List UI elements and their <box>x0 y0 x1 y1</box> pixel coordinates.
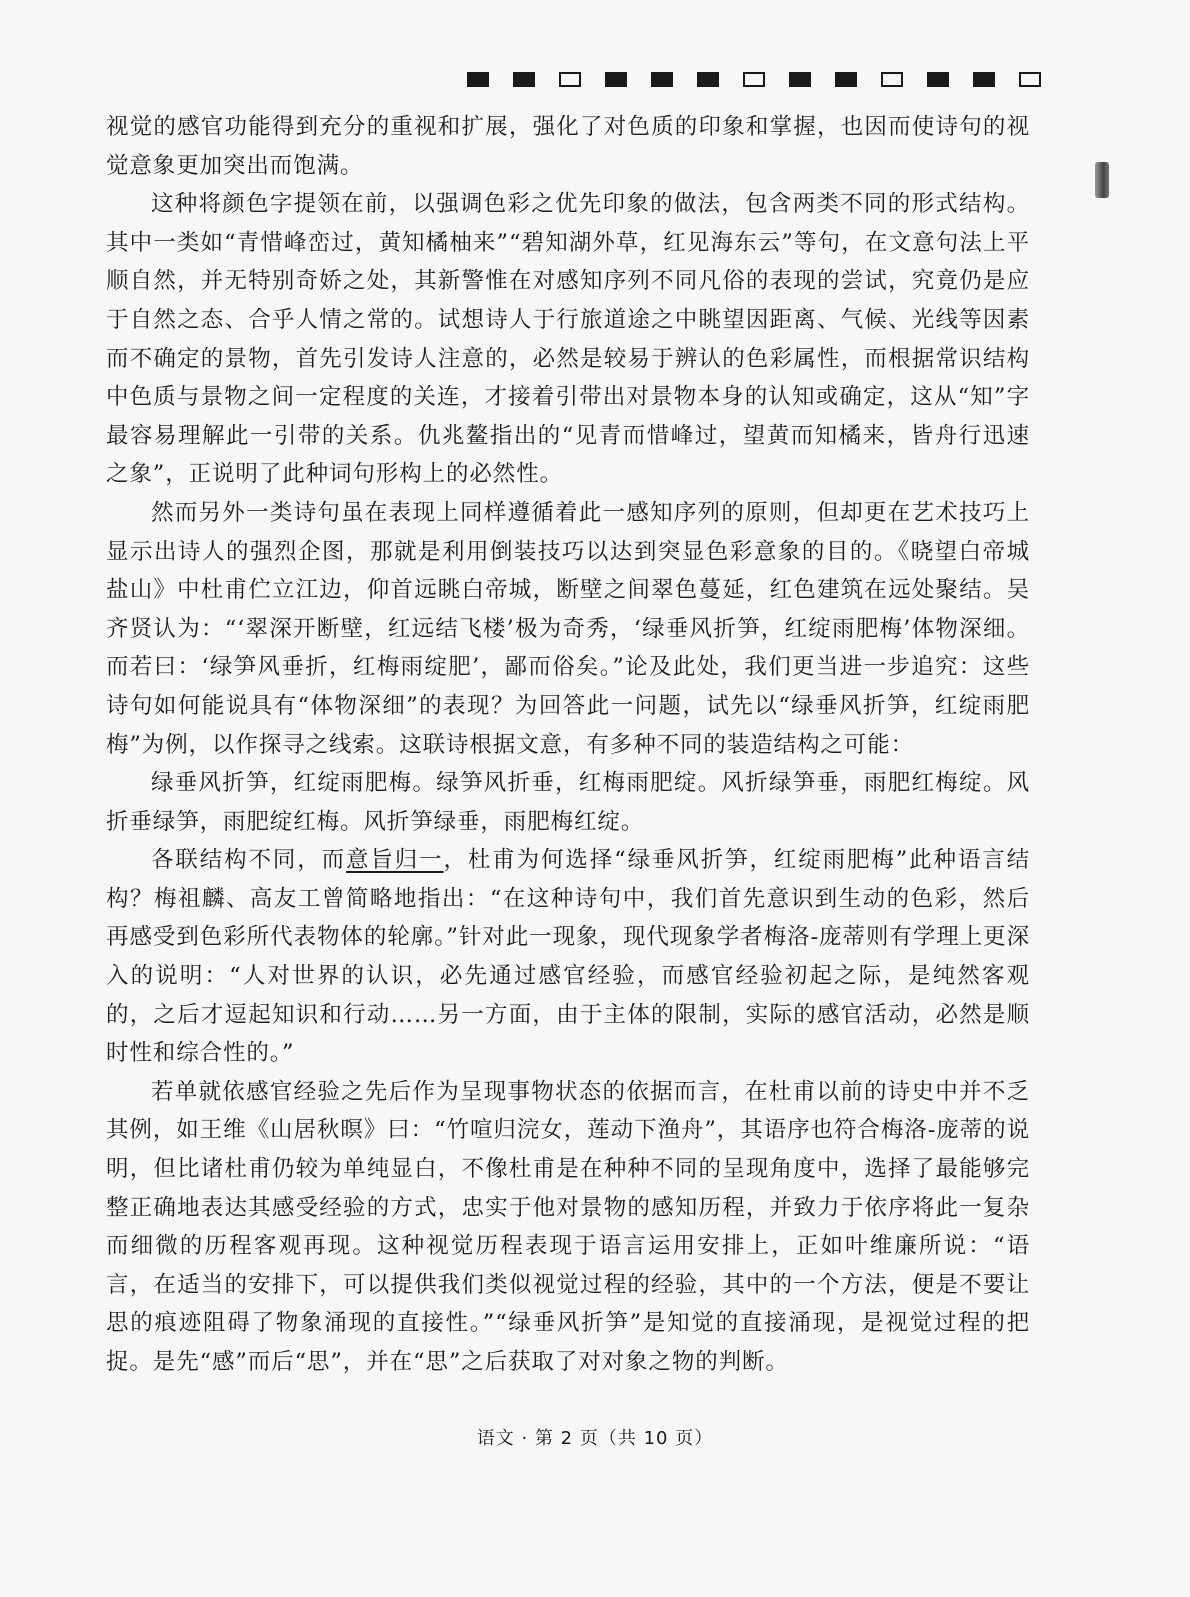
hollow-square-mark <box>559 72 581 87</box>
hollow-square-mark <box>881 72 903 87</box>
header-marks <box>467 72 1065 87</box>
paragraph <box>106 841 1030 1073</box>
filled-square-mark <box>651 72 673 87</box>
filled-square-mark <box>973 72 995 87</box>
paragraph: 这种将颜色字提领在前，以强调色彩之优先印象的做法，包含两类不同的形式结构。其中一类如“青惜峰峦过，黄知橘柚来”“碧知湖外草，红见海东云”等句，在文意句法上平顺自然，并无特别奇娇之处，其新警惟在对感知序列不同凡俗的表现的尝试，究竟仍是应于自然之态、合乎人情之常的。试想诗人于行旅道途之中眺望因距离、气候、光线等因素而不确定的景物，首先引发诗人注意的，必然是较易于辨认的色彩属性，而根据常识结构中色质与景物之间一定程度的关连，才接着引带出对景物本身的认知或确定，这从“知”字最容易理解此一引带的关系。仇兆鳌指出的“见青而惜峰过，望黄而知橘来，皆舟行迅速之象”，正说明了此种词句形构上的必然性。 <box>106 191 1030 488</box>
filled-square-mark <box>927 72 949 87</box>
page-footer: 语文 · 第 2 页（共 10 页） <box>476 1428 714 1449</box>
text-span: 各联结构不同，而 <box>151 847 347 874</box>
paragraph: 然而另外一类诗句虽在表现上同样遵循着此一感知序列的原则，但却更在艺术技巧上显示出诗人的强烈企图，那就是利用倒装技巧以达到突显色彩意象的目的。《晓望白帝城盐山》中杜甫伫立江边，仰首远眺白帝城，断壁之间翠色蔓延，红色建筑在远处聚结。吴齐贤认为：“‘翠深开断壁，红远结飞楼’极为奇秀，‘绿垂风折笋，红绽雨肥梅’体物深细。而若曰：‘绿笋风垂折，红梅雨绽肥’，鄙而俗矣。”论及此处，我们更当进一步追究：这些诗句如何能说具有“体物深细”的表现？为回答此一问题，试先以“绿垂风折笋，红绽雨肥梅”为例，以作探寻之线索。这联诗根据文意，有多种不同的装造结构之可能： <box>106 499 1030 758</box>
text-span: ，杜甫为何选择“绿垂风折笋，红绽雨肥梅”此种语言结构？梅祖麟、高友工曾简略地指出：“在这种诗句中，我们首先意识到生动的色彩，然后再感受到色彩所代表物体的轮廓。”针对此一现象，现代现象学者梅洛-庞蒂则有学理上更深入的说明：“人对世界的认识，必先通过感官经验，而感官经验初起之际，是纯然客观的，之后才逗起知识和行动……另一方面，由于主体的限制，实际的感官活动，必然是顺时性和综合性的。” <box>106 847 1031 1067</box>
paragraph-continued: 视觉的感官功能得到充分的重视和扩展，强化了对色质的印象和掌握，也因而使诗句的视觉意象更加突出而饱满。 <box>106 114 1030 179</box>
underlined-phrase: 意旨归一 <box>346 847 444 874</box>
filled-square-mark <box>697 72 719 87</box>
hollow-square-mark <box>1019 72 1041 87</box>
filled-square-mark <box>467 72 489 87</box>
filled-square-mark <box>605 72 627 87</box>
side-tab-mark <box>1095 162 1109 198</box>
paragraph-variants: 绿垂风折笋，红绽雨肥梅。绿笋风折垂，红梅雨肥绽。风折绿笋垂，雨肥红梅绽。风折垂绿笋，雨肥绽红梅。风折笋绿垂，雨肥梅红绽。 <box>106 770 1030 835</box>
filled-square-mark <box>513 72 535 87</box>
filled-square-mark <box>789 72 811 87</box>
paragraph: 若单就依感官经验之先后作为呈现事物状态的依据而言，在杜甫以前的诗史中并不乏其例，如王维《山居秋暝》曰：“竹喧归浣女，莲动下渔舟”，其语序也符合梅洛-庞蒂的说明，但比诸杜甫仍较为单纯显白，不像杜甫是在种种不同的呈现角度中，选择了最能够完整正确地表达其感受经验的方式，忠实于他对景物的感知历程，并致力于依序将此一复杂而细微的历程客观再现。这种视觉历程表现于语言运用安排上，正如叶维廉所说：“语言，在适当的安排下，可以提供我们类似视觉过程的经验，其中的一个方法，便是不要让思的痕迹阻碍了物象涌现的直接性。”“绿垂风折笋”是知觉的直接涌现，是视觉过程的把捉。是先“感”而后“思”，并在“思”之后获取了对对象之物的判断。 <box>106 1078 1030 1375</box>
hollow-square-mark <box>743 72 765 87</box>
filled-square-mark <box>835 72 857 87</box>
article-body <box>106 108 1030 1382</box>
